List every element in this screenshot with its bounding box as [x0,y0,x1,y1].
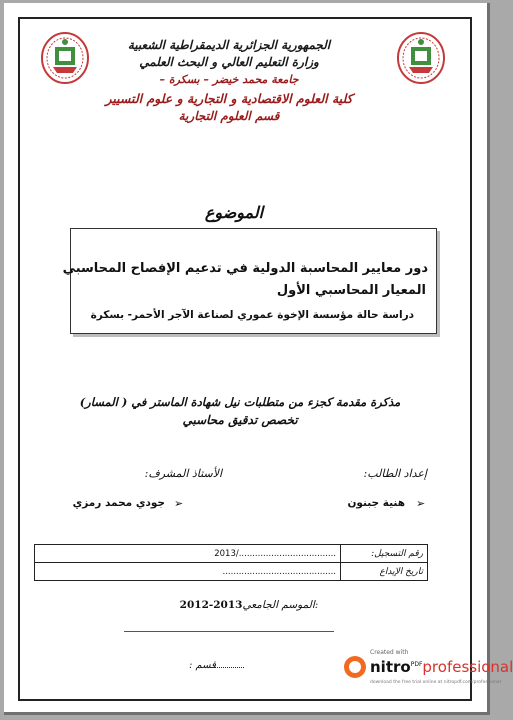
nitro-brand-suffix: professional [422,658,513,676]
student-name: هنية جبنون [347,497,405,509]
supervisor-label: الأستاذ المشرف: [144,467,222,480]
table-row [35,545,428,563]
nitro-download-text: download the free trial online at nitropdf.com/professional [370,680,501,685]
republic-name: الجمهورية الجزائرية الديمقراطية الشعبية [127,38,331,52]
memo-purpose: مذكرة مقدمة كجزء من متطلبات نيل شهادة الماستر في ( المسار) [79,395,401,409]
registration-table [34,544,428,581]
department-name: قسم العلوم التجارية [178,109,280,123]
nitro-brand-name: nitro [370,658,411,676]
ministry-name: وزارة التعليم العالي و البحث العلمي [139,55,319,69]
registration-number-label: رقم التسجيل: [341,545,428,563]
nitro-created-with: Created with [370,649,409,656]
title-box [62,228,437,334]
university-name: جامعة محمد خيضر – بسكرة – [159,73,299,86]
deposit-date-value: .......................................... [35,563,341,581]
nitro-watermark [340,646,513,688]
registration-number-value: ..................................../2013 [35,545,341,563]
academic-season-label: الموسم الجامعي: [242,599,319,611]
supervisor-name: جودي محمد رمزي [72,497,165,509]
thesis-title-line2: المعيار المحاسبي الأول [276,283,426,298]
case-study-line: دراسة حالة مؤسسة الإخوة عموري لصناعة الآجر الأحمر- بسكرة [90,309,414,321]
academic-season [164,599,334,611]
faculty-name: كلية العلوم الاقتصادية و التجارية و علوم التسيير [105,91,353,106]
nitro-brand [370,658,513,676]
deposit-date-label: تاريخ الإيداع [341,563,428,581]
bullet-arrow-icon: ➢ [416,497,426,510]
subject-label: الموضوع [204,203,264,222]
student-label: إعداد الطالب: [363,467,427,480]
thesis-title-line1: دور معايير المحاسبة الدولية في تدعيم الإفصاح المحاسبي [62,261,428,276]
specialty: تخصص تدقيق محاسبي [182,413,298,427]
document-page [4,3,513,715]
nitro-brand-sup: PDF [410,661,423,668]
department-label: قسم : [189,660,216,671]
department-dots [214,667,244,668]
bullet-arrow-icon: ➢ [174,497,184,510]
table-row [35,563,428,581]
nitro-logo-icon [344,656,366,678]
academic-season-years: 2012-2013 [179,599,243,611]
divider-line [124,631,334,632]
university-logo-right [396,31,446,85]
